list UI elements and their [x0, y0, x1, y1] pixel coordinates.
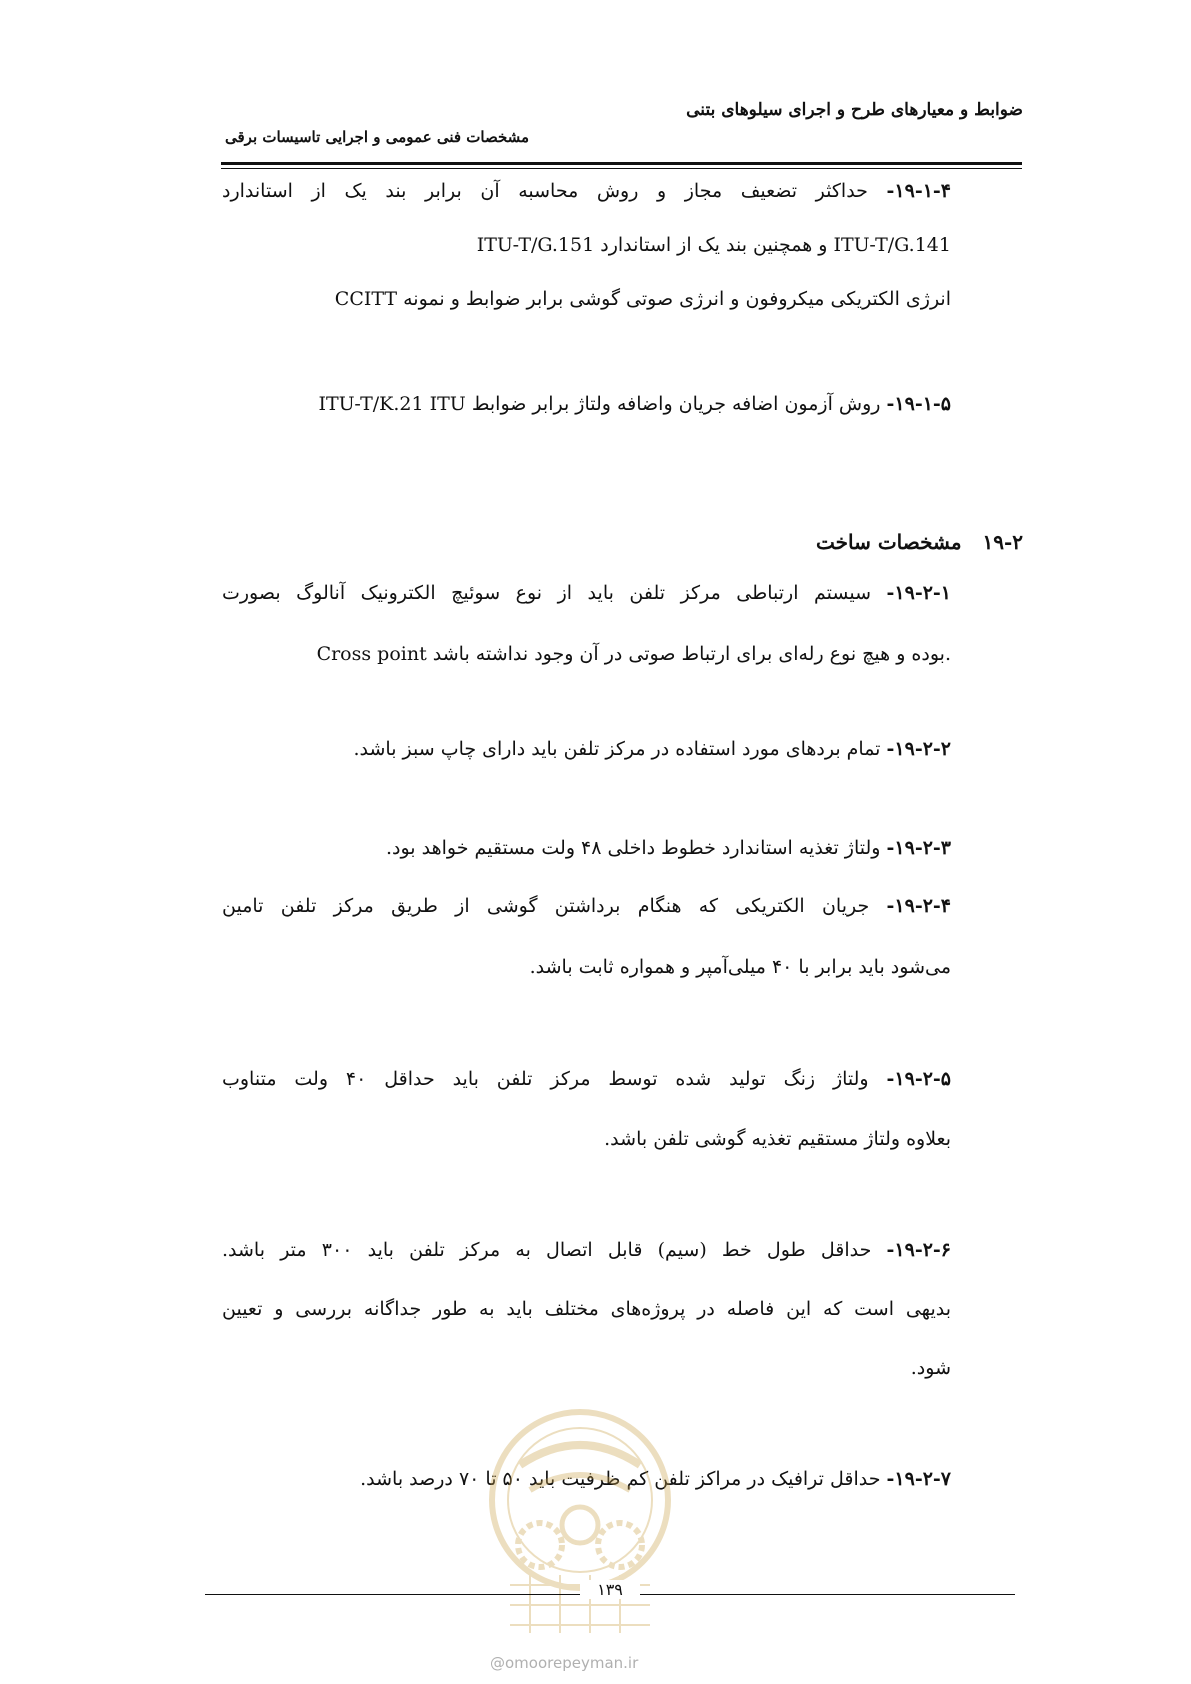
- section-title: مشخصات ساخت: [816, 530, 962, 554]
- clause-19-2-4-line2: می‌شود باید برابر با ۴۰ میلی‌آمپر و همواره ثابت باشد.: [529, 956, 951, 978]
- clause-number: ۱۹-۲-۲-: [886, 738, 951, 760]
- clause-text: روش آزمون اضافه جریان واضافه ولتاژ برابر ضوابط ITU-T/K.21 ITU: [318, 393, 881, 415]
- clause-number: ۱۹-۲-۳-: [886, 837, 951, 859]
- header-book-title: ضوابط و معیارهای طرح و اجرای سیلوهای بتنی: [686, 100, 1023, 120]
- clause-19-1-4-line1: [222, 178, 951, 204]
- clause-text: سیستم ارتباطی مرکز تلفن باید از نوع سوئیچ الکترونیک آنالوگ بصورت: [222, 582, 871, 604]
- clause-text: ولتاژ زنگ تولید شده توسط مرکز تلفن باید حداقل ۴۰ ولت متناوب: [222, 1068, 869, 1090]
- clause-19-2-6-line1: [222, 1237, 951, 1263]
- header-rule-thin: [221, 168, 1022, 169]
- clause-19-1-4-line2: ITU-T/G.151 و همچنین بند یک از استاندارد ITU-T/G.141: [476, 234, 951, 256]
- clause-number: ۱۹-۲-۵-: [886, 1068, 951, 1090]
- clause-19-1-4-line3: انرژی الکتریکی میکروفون و انرژی صوتی گوشی برابر ضوابط و نمونه CCITT: [334, 288, 951, 310]
- clause-number: ۱۹-۱-۴-: [886, 180, 951, 202]
- watermark-url: @omoorepeyman.ir: [490, 1654, 639, 1672]
- clause-text: تمام بردهای مورد استفاده در مرکز تلفن باید دارای چاپ سبز باشد.: [353, 738, 881, 760]
- clause-19-2-5-line1: [222, 1066, 951, 1092]
- clause-text: جریان الکتریکی که هنگام برداشتن گوشی از طریق مرکز تلفن تامین: [222, 895, 870, 917]
- watermark-emblem-icon: [480, 1405, 680, 1635]
- page-number: ۱۳۹: [580, 1580, 640, 1599]
- clause-19-2-2-line1: [353, 736, 951, 762]
- clause-19-2-3-line1: [386, 835, 951, 861]
- header-section-title: مشخصات فنی عمومی و اجرایی تاسیسات برقی: [225, 128, 530, 146]
- clause-19-2-5-line2: بعلاوه ولتاژ مستقیم تغذیه گوشی تلفن باشد.: [604, 1128, 951, 1150]
- clause-text: ولتاژ تغذیه استاندارد خطوط داخلی ۴۸ ولت مستقیم خواهد بود.: [385, 837, 881, 859]
- clause-19-2-1-line2: Cross point بوده و هیچ نوع رله‌ای برای ارتباط صوتی در آن وجود نداشته باشد.: [316, 643, 951, 665]
- clause-text: حداقل طول خط (سیم) قابل اتصال به مرکز تلفن باید ۳۰۰ متر باشد.: [222, 1239, 872, 1261]
- clause-19-2-6-line3: شود.: [910, 1357, 951, 1379]
- clause-19-2-6-line2: بدیهی است که این فاصله در پروژه‌های مختلف باید به طور جداگانه بررسی و تعیین: [222, 1298, 951, 1320]
- clause-number: ۱۹-۲-۶-: [886, 1239, 951, 1261]
- clause-number: ۱۹-۲-۴-: [886, 895, 951, 917]
- clause-text: حداقل ترافیک در مراکز تلفن کم ظرفیت باید ۵۰ تا ۷۰ درصد باشد.: [360, 1468, 881, 1490]
- clause-19-2-1-line1: [222, 580, 951, 606]
- section-number: ۱۹-۲: [982, 530, 1023, 554]
- clause-19-1-5-line1: [318, 391, 951, 417]
- clause-text: حداکثر تضعیف مجاز و روش محاسبه آن برابر بند یک از استاندارد: [222, 180, 868, 202]
- clause-19-2-4-line1: [222, 893, 951, 919]
- clause-number: ۱۹-۲-۷-: [886, 1468, 951, 1490]
- clause-number: ۱۹-۲-۱-: [886, 582, 951, 604]
- header-rule-thick: [221, 162, 1022, 165]
- clause-number: ۱۹-۱-۵-: [886, 393, 951, 415]
- section-heading: [816, 530, 1023, 554]
